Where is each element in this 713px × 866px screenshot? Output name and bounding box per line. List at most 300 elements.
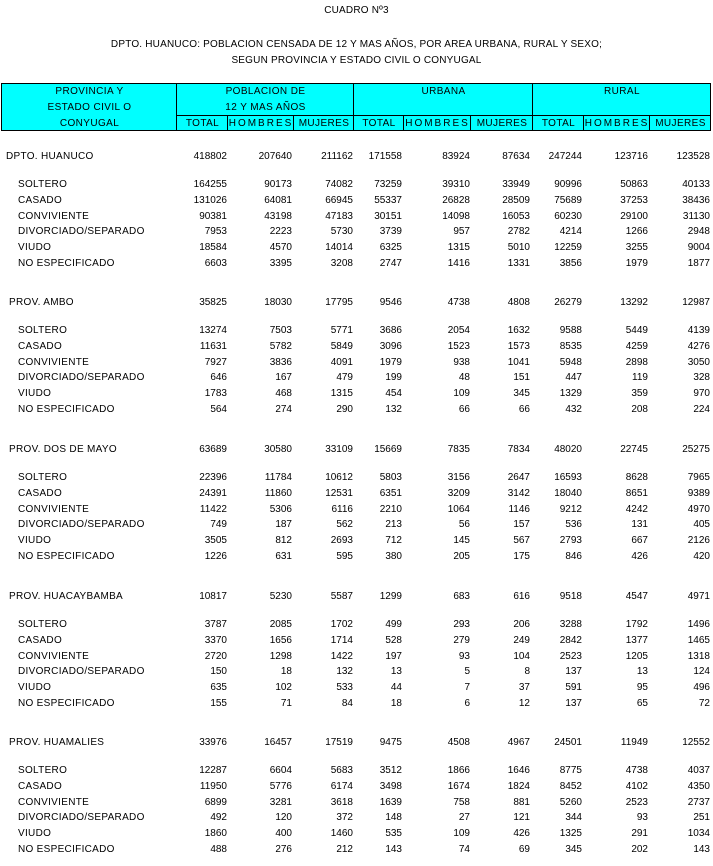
cell-value: 1416 — [447, 258, 470, 269]
cell-value: 380 — [385, 551, 402, 562]
cell-value: 102 — [275, 682, 292, 693]
row-label: NO ESPECIFICADO — [18, 844, 115, 855]
cell-value: 11950 — [199, 781, 227, 792]
cell-value: 63689 — [199, 444, 227, 455]
row-label: CASADO — [18, 635, 63, 646]
cell-value: 970 — [693, 388, 710, 399]
cell-value: 2747 — [379, 258, 402, 269]
cell-value: 137 — [565, 666, 582, 677]
cell-value: 11860 — [264, 488, 292, 499]
cell-value: 197 — [385, 651, 402, 662]
cell-value: 344 — [565, 812, 582, 823]
cell-value: 1460 — [330, 828, 353, 839]
cell-value: 206 — [513, 619, 530, 630]
table-title-line-1: DPTO. HUANUCO: POBLACION CENSADA DE 12 Y MAS AÑOS, POR AREA URBANA, RURAL Y SEXO; — [110, 39, 603, 50]
cell-value: 199 — [385, 372, 402, 383]
cell-value: 66 — [458, 404, 470, 415]
cell-value: 1422 — [330, 651, 353, 662]
table-row — [0, 519, 713, 534]
cell-value: 33976 — [199, 737, 227, 748]
cell-value: 5803 — [379, 472, 402, 483]
cell-value: 432 — [565, 404, 582, 415]
cell-value: 3142 — [507, 488, 530, 499]
cell-value: 4214 — [559, 226, 582, 237]
row-label: CONVIVIENTE — [18, 651, 90, 662]
cell-value: 4259 — [625, 341, 648, 352]
cell-value: 30151 — [374, 211, 402, 222]
cell-value: 37253 — [620, 195, 648, 206]
cell-value: 2842 — [559, 635, 582, 646]
cell-value: 562 — [336, 519, 353, 530]
cell-value: 454 — [385, 388, 402, 399]
header-divider — [470, 115, 471, 130]
cell-value: 9389 — [687, 488, 710, 499]
cell-value: 4808 — [507, 297, 530, 308]
header-divider — [176, 84, 177, 130]
row-label: DIVORCIADO/SEPARADO — [18, 226, 145, 237]
cell-value: 4102 — [625, 781, 648, 792]
cell-value: 83924 — [442, 151, 470, 162]
cell-value: 93 — [636, 812, 648, 823]
cell-value: 1866 — [447, 765, 470, 776]
row-label: NO ESPECIFICADO — [18, 551, 115, 562]
cell-value: 418802 — [193, 151, 227, 162]
section-row — [0, 297, 713, 312]
cell-value: 164255 — [193, 179, 227, 190]
cell-value: 1226 — [204, 551, 227, 562]
cell-value: 38436 — [682, 195, 710, 206]
cell-value: 1979 — [379, 357, 402, 368]
cell-value: 667 — [631, 535, 648, 546]
cell-value: 12987 — [682, 297, 710, 308]
cell-value: 1315 — [447, 242, 470, 253]
cell-value: 73259 — [374, 179, 402, 190]
cell-value: 567 — [513, 535, 530, 546]
cell-value: 224 — [693, 404, 710, 415]
row-label: VIUDO — [18, 388, 52, 399]
subheader-mujeres: MUJERES — [655, 118, 706, 129]
table-row — [0, 765, 713, 780]
cell-value: 479 — [336, 372, 353, 383]
row-label: SOLTERO — [18, 472, 68, 483]
row-label: CONVIVIENTE — [18, 797, 90, 808]
table-row — [0, 388, 713, 403]
cell-value: 1824 — [507, 781, 530, 792]
cell-value: 171558 — [368, 151, 402, 162]
cell-value: 13274 — [199, 325, 227, 336]
cell-value: 3618 — [330, 797, 353, 808]
cell-value: 6174 — [330, 781, 353, 792]
header-divider — [532, 84, 533, 130]
cell-value: 2223 — [269, 226, 292, 237]
cell-value: 22745 — [620, 444, 648, 455]
row-label: SOLTERO — [18, 325, 68, 336]
cell-value: 499 — [385, 619, 402, 630]
cell-value: 74 — [458, 844, 470, 855]
cell-value: 25275 — [682, 444, 710, 455]
cell-value: 2737 — [687, 797, 710, 808]
cell-value: 3096 — [379, 341, 402, 352]
cell-value: 1714 — [330, 635, 353, 646]
section-row — [0, 591, 713, 606]
cell-value: 18 — [390, 698, 402, 709]
cell-value: 5587 — [330, 591, 353, 602]
cell-value: 13292 — [620, 297, 648, 308]
cell-value: 1465 — [687, 635, 710, 646]
cell-value: 3209 — [447, 488, 470, 499]
row-label: CONVIVIENTE — [18, 357, 90, 368]
cell-value: 1632 — [507, 325, 530, 336]
table-row — [0, 682, 713, 697]
header-urbana: URBANA — [421, 86, 466, 97]
cell-value: 291 — [631, 828, 648, 839]
cell-value: 33949 — [502, 179, 530, 190]
cell-value: 87634 — [502, 151, 530, 162]
subheader-mujeres: MUJERES — [476, 118, 528, 129]
cell-value: 24501 — [554, 737, 582, 748]
cell-value: 635 — [210, 682, 227, 693]
cell-value: 7835 — [447, 444, 470, 455]
cell-value: 938 — [453, 357, 470, 368]
row-label: DIVORCIADO/SEPARADO — [18, 519, 145, 530]
cell-value: 5449 — [625, 325, 648, 336]
cell-value: 3395 — [269, 258, 292, 269]
cell-value: 14014 — [325, 242, 353, 253]
cell-value: 5683 — [330, 765, 353, 776]
cell-value: 84 — [341, 698, 353, 709]
cell-value: 66945 — [325, 195, 353, 206]
cell-value: 595 — [336, 551, 353, 562]
table-row — [0, 404, 713, 419]
cell-value: 175 — [513, 551, 530, 562]
cell-value: 109 — [453, 388, 470, 399]
header-divider — [227, 115, 228, 130]
cell-value: 4971 — [687, 591, 710, 602]
cell-value: 14098 — [442, 211, 470, 222]
cell-value: 631 — [275, 551, 292, 562]
cell-value: 26828 — [442, 195, 470, 206]
cell-value: 48020 — [554, 444, 582, 455]
cell-value: 683 — [453, 591, 470, 602]
row-label: VIUDO — [18, 682, 52, 693]
cell-value: 2126 — [687, 535, 710, 546]
cell-value: 148 — [385, 812, 402, 823]
cell-value: 93 — [458, 651, 470, 662]
cell-value: 213 — [385, 519, 402, 530]
cell-value: 12259 — [554, 242, 582, 253]
cell-value: 6325 — [379, 242, 402, 253]
cell-value: 8 — [524, 666, 530, 677]
cell-value: 4037 — [687, 765, 710, 776]
table-row — [0, 211, 713, 226]
cell-value: 3739 — [379, 226, 402, 237]
cell-value: 22396 — [199, 472, 227, 483]
cell-value: 1783 — [204, 388, 227, 399]
cell-value: 6351 — [379, 488, 402, 499]
cell-value: 758 — [453, 797, 470, 808]
cell-value: 5730 — [330, 226, 353, 237]
table-row — [0, 195, 713, 210]
cell-value: 345 — [513, 388, 530, 399]
cell-value: 212 — [336, 844, 353, 855]
cell-value: 29100 — [620, 211, 648, 222]
cell-value: 8775 — [559, 765, 582, 776]
cell-value: 6603 — [204, 258, 227, 269]
cell-value: 492 — [210, 812, 227, 823]
table-row — [0, 179, 713, 194]
cell-value: 279 — [453, 635, 470, 646]
cell-value: 1331 — [507, 258, 530, 269]
cell-value: 3787 — [204, 619, 227, 630]
cell-value: 13 — [636, 666, 648, 677]
cell-value: 7503 — [269, 325, 292, 336]
cell-value: 18030 — [264, 297, 292, 308]
cell-value: 1523 — [447, 341, 470, 352]
header-divider — [649, 115, 650, 130]
cell-value: 528 — [385, 635, 402, 646]
cell-value: 11422 — [199, 504, 227, 515]
subheader-total: TOTAL — [541, 118, 576, 129]
cell-value: 8452 — [559, 781, 582, 792]
cell-value: 3156 — [447, 472, 470, 483]
cell-value: 533 — [336, 682, 353, 693]
cell-value: 123716 — [614, 151, 648, 162]
cell-value: 1034 — [687, 828, 710, 839]
row-label: CONVIVIENTE — [18, 504, 90, 515]
cell-value: 9212 — [559, 504, 582, 515]
row-label: CONVIVIENTE — [18, 211, 90, 222]
cell-value: 3281 — [269, 797, 292, 808]
table-row — [0, 651, 713, 666]
cell-value: 7965 — [687, 472, 710, 483]
table-header — [1, 83, 711, 131]
cell-value: 39310 — [442, 179, 470, 190]
table-row — [0, 844, 713, 859]
cell-value: 124 — [693, 666, 710, 677]
cell-value: 345 — [565, 844, 582, 855]
cell-value: 2948 — [687, 226, 710, 237]
table-row — [0, 242, 713, 257]
cell-value: 3050 — [687, 357, 710, 368]
cell-value: 274 — [275, 404, 292, 415]
cell-value: 66 — [518, 404, 530, 415]
header-divider — [403, 115, 404, 130]
cell-value: 26279 — [554, 297, 582, 308]
cell-value: 17795 — [325, 297, 353, 308]
cell-value: 9518 — [559, 591, 582, 602]
cell-value: 359 — [631, 388, 648, 399]
cell-value: 132 — [336, 666, 353, 677]
cell-value: 3370 — [204, 635, 227, 646]
cell-value: 13 — [390, 666, 402, 677]
cell-value: 65 — [636, 698, 648, 709]
table-row — [0, 325, 713, 340]
row-label: CASADO — [18, 781, 63, 792]
cell-value: 64081 — [264, 195, 292, 206]
cell-value: 167 — [275, 372, 292, 383]
cell-value: 131 — [631, 519, 648, 530]
cell-value: 123528 — [676, 151, 710, 162]
cell-value: 7 — [464, 682, 470, 693]
cell-value: 1146 — [508, 504, 530, 515]
cell-value: 488 — [210, 844, 227, 855]
cell-value: 4350 — [687, 781, 710, 792]
header-rural: RURAL — [604, 86, 640, 97]
cell-value: 5306 — [269, 504, 292, 515]
table-row — [0, 357, 713, 372]
section-label: DPTO. HUANUCO — [6, 151, 94, 162]
cell-value: 12531 — [325, 488, 353, 499]
cell-value: 2720 — [204, 651, 227, 662]
table-row — [0, 666, 713, 681]
cell-value: 3498 — [379, 781, 402, 792]
cell-value: 119 — [632, 372, 648, 383]
table-title-line-2: SEGUN PROVINCIA Y ESTADO CIVIL O CONYUGAL — [231, 55, 482, 66]
cell-value: 372 — [336, 812, 353, 823]
row-label: DIVORCIADO/SEPARADO — [18, 666, 145, 677]
cell-value: 2693 — [330, 535, 353, 546]
cell-value: 4547 — [625, 591, 648, 602]
cell-value: 43198 — [264, 211, 292, 222]
cell-value: 10817 — [199, 591, 227, 602]
table-row — [0, 635, 713, 650]
cell-value: 155 — [210, 698, 227, 709]
table-row — [0, 226, 713, 241]
cell-value: 400 — [275, 828, 292, 839]
cell-value: 1656 — [269, 635, 292, 646]
cell-value: 6604 — [269, 765, 292, 776]
subheader-hombres: HOMBRES — [405, 118, 470, 129]
cell-value: 143 — [693, 844, 710, 855]
table-row — [0, 551, 713, 566]
section-label: PROV. HUACAYBAMBA — [9, 591, 124, 602]
cell-value: 1205 — [625, 651, 648, 662]
cell-value: 846 — [565, 551, 582, 562]
cell-value: 18 — [280, 666, 292, 677]
cell-value: 2523 — [625, 797, 648, 808]
table-row — [0, 472, 713, 487]
cell-value: 2210 — [379, 504, 402, 515]
cell-value: 249 — [513, 635, 530, 646]
cell-value: 3856 — [559, 258, 582, 269]
cell-value: 8535 — [559, 341, 582, 352]
section-row — [0, 151, 713, 166]
row-label: VIUDO — [18, 242, 52, 253]
cell-value: 8651 — [625, 488, 648, 499]
cell-value: 5230 — [269, 591, 292, 602]
cell-value: 3686 — [379, 325, 402, 336]
cell-value: 28509 — [502, 195, 530, 206]
cell-value: 56 — [458, 519, 470, 530]
cell-value: 27 — [458, 812, 470, 823]
table-number: CUADRO Nº3 — [324, 5, 389, 16]
header-poblacion-line-2: 12 Y MAS AÑOS — [225, 102, 306, 113]
row-label: NO ESPECIFICADO — [18, 404, 115, 415]
cell-value: 48 — [458, 372, 470, 383]
cell-value: 5948 — [559, 357, 582, 368]
subheader-hombres: HOMBRES — [584, 118, 650, 129]
cell-value: 1639 — [379, 797, 402, 808]
cell-value: 1674 — [447, 781, 470, 792]
cell-value: 4570 — [269, 242, 292, 253]
cell-value: 1702 — [330, 619, 353, 630]
table-row — [0, 504, 713, 519]
subheader-mujeres: MUJERES — [298, 118, 350, 129]
cell-value: 812 — [275, 535, 292, 546]
cell-value: 151 — [513, 372, 530, 383]
cell-value: 143 — [385, 844, 402, 855]
cell-value: 3505 — [204, 535, 227, 546]
cell-value: 2793 — [559, 535, 582, 546]
cell-value: 1325 — [559, 828, 582, 839]
cell-value: 16593 — [554, 472, 582, 483]
cell-value: 47183 — [325, 211, 353, 222]
cell-value: 1377 — [625, 635, 648, 646]
cell-value: 4276 — [687, 341, 710, 352]
cell-value: 1860 — [204, 828, 227, 839]
cell-value: 50863 — [620, 179, 648, 190]
cell-value: 35825 — [199, 297, 227, 308]
cell-value: 3836 — [269, 357, 292, 368]
subheader-hombres: HOMBRES — [228, 118, 294, 129]
header-divider — [176, 115, 711, 116]
cell-value: 6 — [464, 698, 470, 709]
cell-value: 1299 — [379, 591, 402, 602]
row-label: CASADO — [18, 195, 63, 206]
cell-value: 132 — [385, 404, 402, 415]
cell-value: 16053 — [502, 211, 530, 222]
cell-value: 881 — [513, 797, 530, 808]
cell-value: 24391 — [199, 488, 227, 499]
cell-value: 1573 — [507, 341, 530, 352]
table-row — [0, 698, 713, 713]
cell-value: 564 — [210, 404, 227, 415]
cell-value: 5782 — [269, 341, 292, 352]
row-label: SOLTERO — [18, 179, 68, 190]
cell-value: 5260 — [559, 797, 582, 808]
cell-value: 137 — [565, 698, 582, 709]
table-row — [0, 372, 713, 387]
subheader-total: TOTAL — [362, 118, 396, 129]
cell-value: 616 — [513, 591, 530, 602]
cell-value: 6116 — [331, 504, 353, 515]
row-label: VIUDO — [18, 828, 52, 839]
cell-value: 293 — [453, 619, 470, 630]
cell-value: 5771 — [330, 325, 353, 336]
cell-value: 3512 — [379, 765, 402, 776]
cell-value: 131026 — [193, 195, 227, 206]
row-label: DIVORCIADO/SEPARADO — [18, 812, 145, 823]
header-provincia-line-2: ESTADO CIVIL O — [47, 102, 132, 113]
cell-value: 591 — [565, 682, 582, 693]
cell-value: 11631 — [199, 341, 227, 352]
cell-value: 104 — [513, 651, 530, 662]
cell-value: 121 — [513, 812, 530, 823]
cell-value: 7953 — [204, 226, 227, 237]
cell-value: 4091 — [330, 357, 353, 368]
section-label: PROV. AMBO — [9, 297, 74, 308]
cell-value: 447 — [565, 372, 582, 383]
cell-value: 1318 — [687, 651, 710, 662]
cell-value: 426 — [631, 551, 648, 562]
cell-value: 1298 — [269, 651, 292, 662]
cell-value: 535 — [385, 828, 402, 839]
cell-value: 1496 — [687, 619, 710, 630]
cell-value: 4139 — [687, 325, 710, 336]
cell-value: 5 — [464, 666, 470, 677]
cell-value: 55337 — [374, 195, 402, 206]
cell-value: 7927 — [204, 357, 227, 368]
